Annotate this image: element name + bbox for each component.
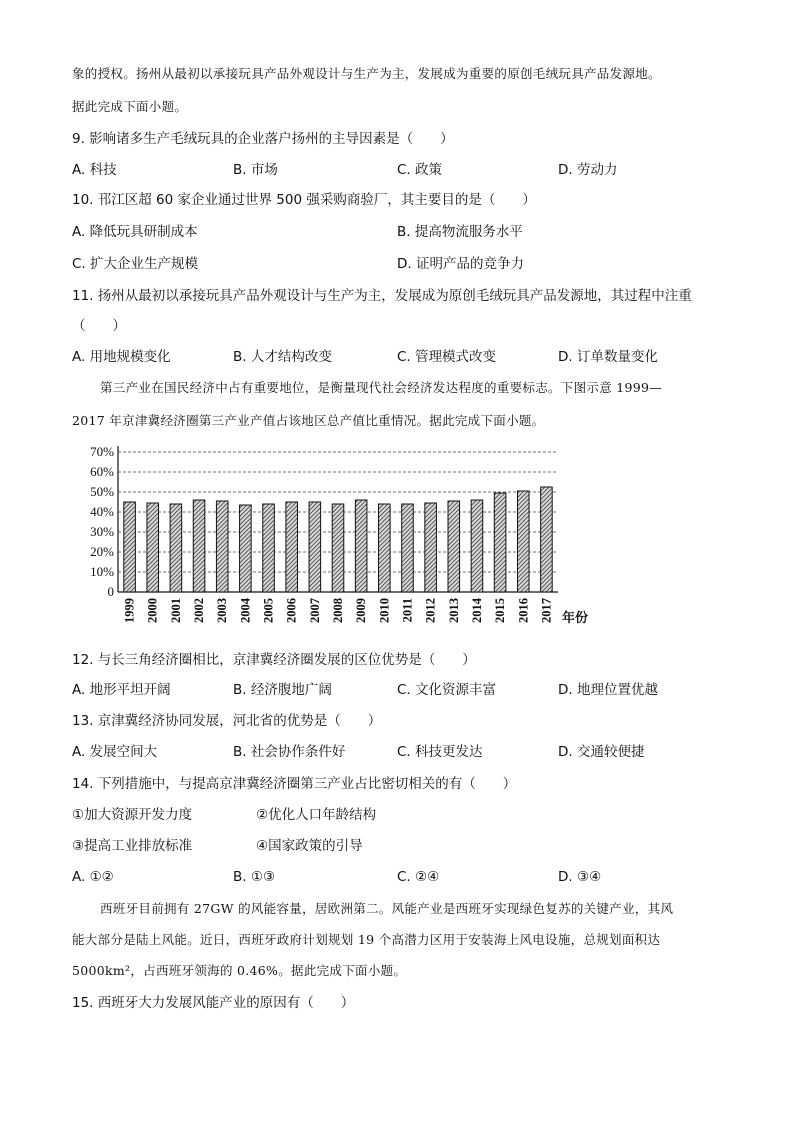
x-tick-label: 2002 — [192, 598, 207, 623]
x-tick-label: 2008 — [331, 598, 345, 623]
q14-option-a[interactable]: A. ①② — [72, 869, 114, 885]
y-tick-label: 0 — [107, 584, 114, 599]
bar — [240, 505, 252, 592]
intro-line-2: 据此完成下面小题。 — [72, 99, 188, 114]
question-12-stem: 12. 与长三角经济圈相比，京津冀经济圈发展的区位优势是（ ） — [72, 652, 476, 668]
x-tick-label: 2014 — [469, 598, 484, 623]
y-tick-label: 50% — [90, 484, 114, 499]
question-11-stem: 11. 扬州从最初以承接玩具产品外观设计与生产为主，发展成为原创毛绒玩具产品发源地，其过程中注重 — [72, 288, 692, 304]
question-14-stem: 14. 下列措施中，与提高京津冀经济圈第三产业占比密切相关的有（ ） — [72, 776, 517, 792]
q14-option-c[interactable]: C. ②④ — [397, 869, 440, 885]
bar — [216, 501, 228, 592]
x-tick-label: 2011 — [400, 598, 415, 623]
bar — [402, 504, 414, 592]
x-tick-label: 1999 — [122, 598, 137, 623]
q9-option-d[interactable]: D. 劳动力 — [558, 162, 618, 178]
q13-option-b[interactable]: B. 社会协作条件好 — [233, 744, 346, 760]
q12-option-b[interactable]: B. 经济腹地广阔 — [233, 682, 332, 698]
q11-option-b[interactable]: B. 人才结构改变 — [233, 349, 332, 365]
q10-option-c[interactable]: C. 扩大企业生产规模 — [72, 256, 199, 272]
q11-option-a[interactable]: A. 用地规模变化 — [72, 349, 171, 365]
bar — [170, 504, 182, 592]
bar — [517, 491, 529, 592]
q13-option-d[interactable]: D. 交通较便捷 — [558, 744, 645, 760]
q10-option-d[interactable]: D. 证明产品的竞争力 — [397, 256, 524, 272]
q11-option-d[interactable]: D. 订单数量变化 — [558, 349, 658, 365]
question-9-stem: 9. 影响诸多生产毛绒玩具的企业落户扬州的主导因素是（ ） — [72, 131, 454, 147]
y-tick-label: 60% — [90, 464, 114, 479]
bar — [193, 500, 205, 592]
q12-option-a[interactable]: A. 地形平坦开阔 — [72, 682, 171, 698]
x-tick-label: 2001 — [168, 598, 183, 623]
q14-item-4: ④国家政策的引导 — [256, 838, 363, 854]
x-tick-label: 2012 — [423, 598, 438, 623]
q12-option-c[interactable]: C. 文化资源丰富 — [397, 682, 497, 698]
passage2-line-1: 第三产业在国民经济中占有重要地位，是衡量现代社会经济发达程度的重要标志。下图示意 1999— — [100, 380, 663, 395]
bar — [494, 493, 506, 592]
bar — [355, 500, 367, 592]
x-tick-label: 2015 — [493, 598, 508, 623]
x-tick-label: 2017 — [539, 598, 554, 623]
x-tick-label: 2003 — [215, 598, 230, 623]
q10-option-b[interactable]: B. 提高物流服务水平 — [397, 224, 523, 240]
question-10-stem: 10. 邗江区超 60 家企业通过世界 500 强采购商验厂，其主要目的是（ ） — [72, 192, 536, 208]
bar — [286, 502, 298, 592]
question-15-stem: 15. 西班牙大力发展风能产业的原因有（ ） — [72, 995, 355, 1011]
q14-item-3: ③提高工业排放标准 — [72, 838, 193, 854]
bar — [425, 503, 437, 592]
q13-option-a[interactable]: A. 发展空间大 — [72, 744, 158, 760]
x-tick-label: 2007 — [307, 598, 322, 623]
q9-option-c[interactable]: C. 政策 — [397, 162, 443, 178]
passage3-line-3: 5000km²，占西班牙领海的 0.46%。据此完成下面小题。 — [72, 963, 407, 978]
x-tick-label: 2006 — [284, 598, 299, 623]
q14-item-2: ②优化人口年龄结构 — [256, 807, 377, 823]
bar — [541, 487, 553, 592]
q14-option-b[interactable]: B. ①③ — [233, 869, 276, 885]
passage2-line-2: 2017 年京津冀经济圈第三产业产值占该地区总产值比重情况。据此完成下面小题。 — [72, 413, 545, 428]
bar — [379, 504, 391, 592]
x-tick-label: 2009 — [354, 598, 369, 623]
q10-option-a[interactable]: A. 降低玩具研制成本 — [72, 224, 198, 240]
y-tick-label: 30% — [90, 524, 114, 539]
bar — [448, 501, 460, 592]
q14-option-d[interactable]: D. ③④ — [558, 869, 602, 885]
x-tick-label: 2000 — [145, 598, 160, 623]
bar — [332, 504, 344, 592]
q9-option-b[interactable]: B. 市场 — [233, 162, 278, 178]
passage3-line-2: 能大部分是陆上风能。近日，西班牙政府计划规划 19 个高潜力区用于安装海上风电设施，总规划面积达 — [72, 932, 661, 947]
bar — [124, 502, 136, 592]
q13-option-c[interactable]: C. 科技更发达 — [397, 744, 483, 760]
y-tick-label: 40% — [90, 504, 114, 519]
question-11-stem-cont: （ ） — [72, 318, 126, 334]
intro-line-1: 象的授权。扬州从最初以承接玩具产品外观设计与生产为主，发展成为重要的原创毛绒玩具产品发源地。 — [72, 66, 661, 81]
x-axis-label: 年份 — [562, 610, 589, 625]
question-13-stem: 13. 京津冀经济协同发展，河北省的优势是（ ） — [72, 713, 382, 729]
x-tick-label: 2010 — [377, 598, 392, 623]
x-tick-label: 2005 — [261, 598, 276, 623]
y-tick-label: 20% — [90, 544, 114, 559]
q12-option-d[interactable]: D. 地理位置优越 — [558, 682, 658, 698]
tertiary-industry-bar-chart — [80, 438, 600, 638]
y-tick-label: 10% — [90, 564, 114, 579]
bar — [263, 504, 275, 592]
bar — [147, 503, 159, 592]
x-tick-label: 2013 — [446, 598, 461, 623]
bar — [309, 502, 321, 592]
y-tick-label: 70% — [90, 444, 114, 459]
q11-option-c[interactable]: C. 管理模式改变 — [397, 349, 497, 365]
passage3-line-1: 西班牙目前拥有 27GW 的风能容量，居欧洲第二。风能产业是西班牙实现绿色复苏的关键产业，其风 — [100, 901, 674, 916]
x-tick-label: 2004 — [238, 598, 253, 623]
q9-option-a[interactable]: A. 科技 — [72, 162, 117, 178]
x-tick-label: 2016 — [516, 598, 531, 623]
q14-item-1: ①加大资源开发力度 — [72, 807, 193, 823]
bar — [471, 500, 483, 592]
